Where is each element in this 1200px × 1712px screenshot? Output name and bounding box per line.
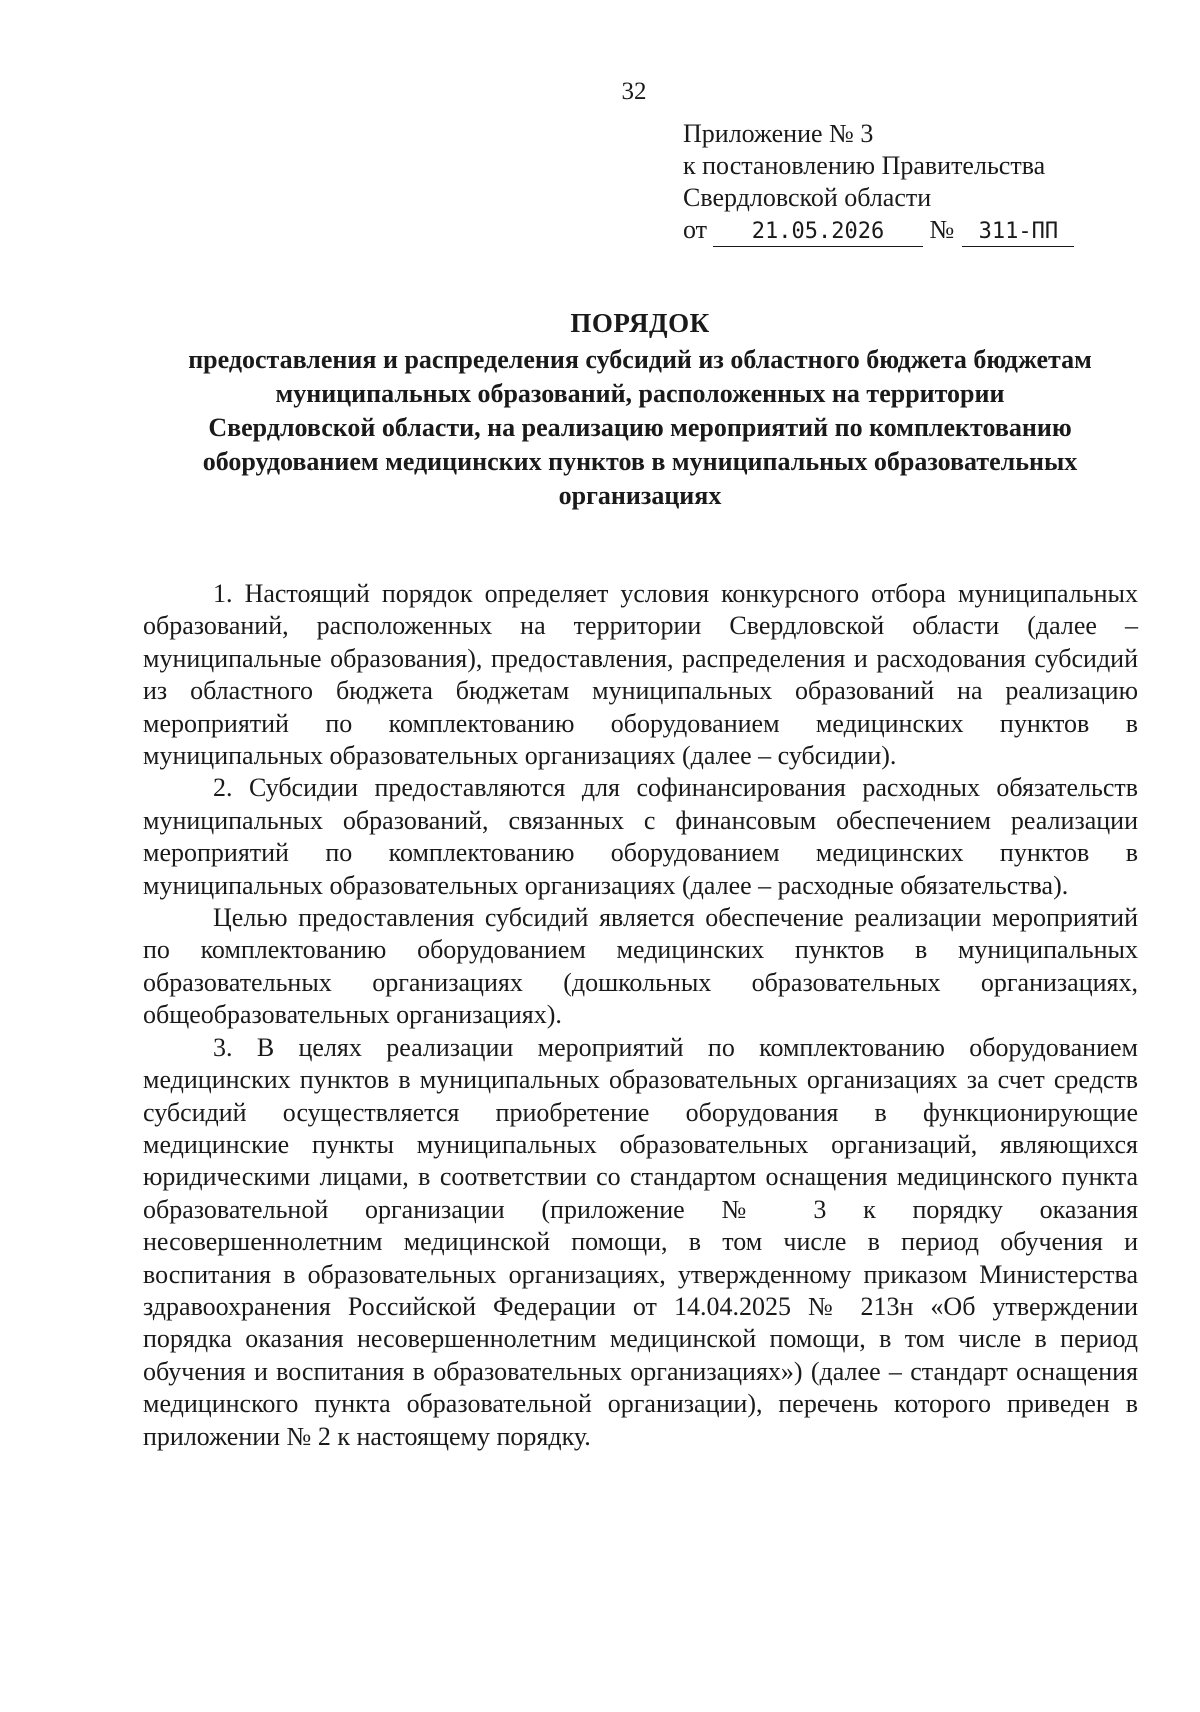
subtitle-line: Свердловской области, на реализацию мероприятий по комплектованию [208, 413, 1072, 442]
appendix-line-1: Приложение № 3 [683, 119, 874, 148]
paragraph-2: 2. Субсидии предоставляются для софинансирования расходных обязательств муниципальных образований, связанных с финансовым обеспечением реализации мероприятий по комплектованию оборудованием медицинских пунктов в муниципальных образовательных организациях (далее – расходные обязательства). [143, 773, 1138, 900]
decree-date: 21.05.2026 [713, 218, 923, 247]
subtitle-line: муниципальных образований, расположенных на территории [275, 379, 1005, 408]
paragraph-3: 3. В целях реализации мероприятий по комплектованию оборудованием медицинских пунктов в муниципальных образовательных организациях за счет средств субсидий осуществляется приобретение оборудования в функционирующие медицинские пункты муниципальных образовательных организаций, являющихся юридическими лицами, в соответствии со стандартом оснащения медицинского пункта образовательной организации (приложение № 3 к порядку оказания несовершеннолетним медицинской помощи, в том числе в период обучения и воспитания в образовательных организациях, утвержденному приказом Министерства здравоохранения Российской Федерации от 14.04.2025 № 213н «Об утверждении порядка оказания несовершеннолетним медицинской помощи, в том числе в период обучения и воспитания в образовательных организациях») (далее – стандарт оснащения медицинского пункта образовательной организации), перечень которого приведен в приложении № 2 к настоящему порядку. [143, 1032, 1138, 1451]
document-body [143, 578, 1138, 1453]
appendix-line-2: к постановлению Правительства [683, 151, 1046, 180]
document-subtitle [140, 343, 1140, 513]
date-prefix: от [683, 215, 708, 244]
appendix-date-line [683, 214, 1074, 247]
decree-number: 311-ПП [962, 218, 1074, 247]
page-number: 32 [621, 78, 647, 105]
subtitle-line: предоставления и распределения субсидий из областного бюджета бюджетам [188, 345, 1092, 374]
document-title-block [140, 308, 1140, 513]
appendix-line-3: Свердловской области [683, 183, 932, 212]
appendix-block [683, 118, 1074, 247]
paragraph-2-goal: Целью предоставления субсидий является обеспечение реализации мероприятий по комплектованию оборудованием медицинских пунктов в муниципальных образовательных организациях (дошкольных образовательных организациях, общеобразовательных организациях). [143, 903, 1138, 1030]
number-prefix: № [929, 215, 955, 244]
subtitle-line: оборудованием медицинских пунктов в муниципальных образовательных [202, 447, 1078, 476]
paragraph-1: 1. Настоящий порядок определяет условия конкурсного отбора муниципальных образований, расположенных на территории Свердловской области (далее – муниципальные образования), предоставления, распределения и расходования субсидий из областного бюджета бюджетам муниципальных образований на реализацию мероприятий по комплектованию оборудованием медицинских пунктов в муниципальных образовательных организациях (далее – субсидии). [143, 579, 1138, 771]
document-title: ПОРЯДОК [570, 308, 710, 338]
subtitle-line: организациях [558, 481, 722, 510]
